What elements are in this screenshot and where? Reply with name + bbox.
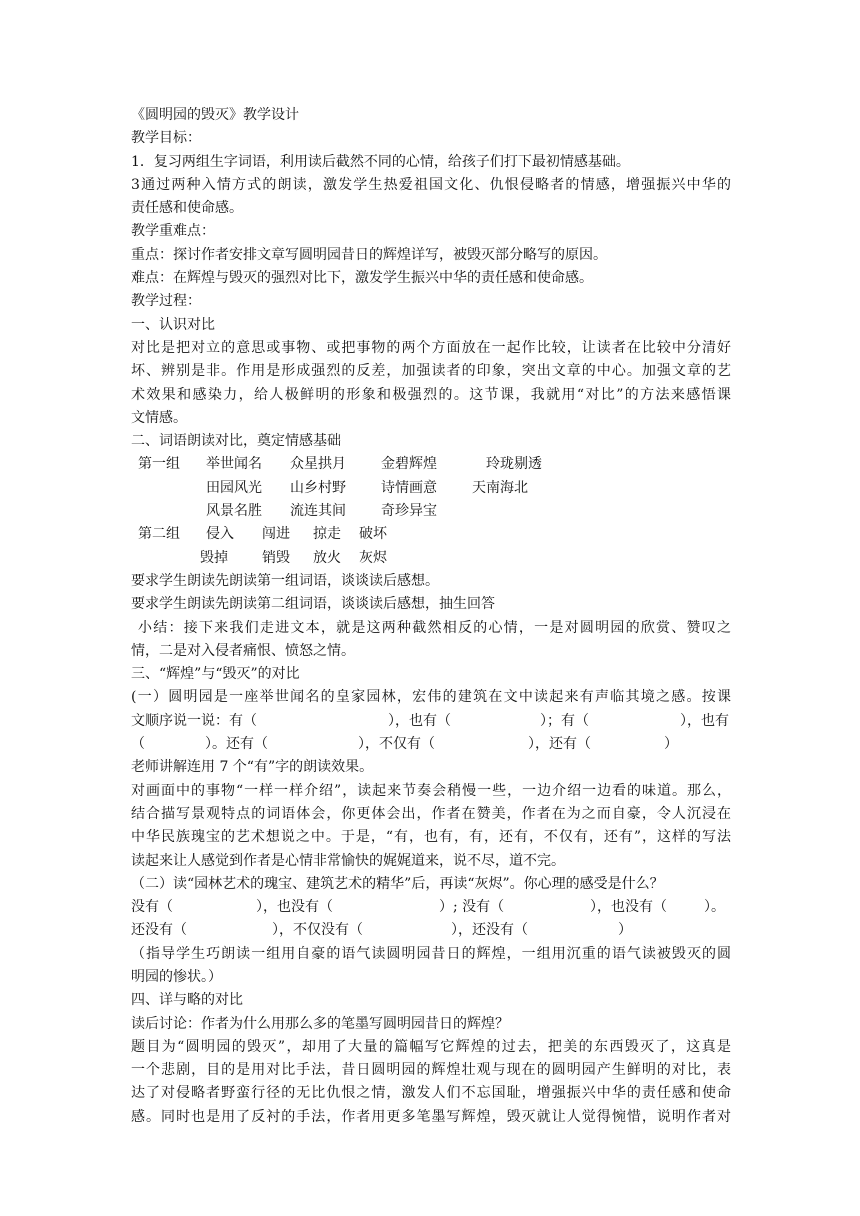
fill-blank-line-3 <box>131 896 731 919</box>
section-1-paragraph-line: 术效果和感染力，给人极鲜明的形象和极强烈的。这节课，我就用“对比”的方法来感悟课 <box>131 386 731 403</box>
section-3-paragraph-line: （指导学生巧朗读一组用自豪的语气读圆明园昔日的辉煌，一组用沉重的语气读被毁灭的圆 <box>131 945 731 962</box>
word-group-2-row-2 <box>131 547 731 570</box>
word: 风景名胜 <box>206 503 262 520</box>
word: 灰烬 <box>359 549 387 566</box>
word: 毁掉 <box>200 549 228 566</box>
blank-text: ） <box>618 922 632 939</box>
blank-text: 文顺序说一说：有（ <box>131 712 257 729</box>
blank-text: ）；有（ <box>540 712 589 729</box>
fill-blank-line-4 <box>131 919 731 942</box>
section-3-paragraph-line: 对画面中的事物“一样一样介绍”，读起来节奏会稍慢一些，一边介绍一边看的味道。那么， <box>131 782 731 799</box>
word: 奇珍异宝 <box>381 503 437 520</box>
word: 放火 <box>313 549 341 566</box>
blank-text: 还没有（ <box>131 922 187 939</box>
blank-text: ） <box>664 736 678 753</box>
word-group-2-row-1 <box>131 523 731 546</box>
section-4-heading: 四、详与略的对比 <box>131 992 243 1009</box>
blank-text: ）; 没有（ <box>439 899 505 916</box>
section-3-paragraph-line: 明园的惨状。） <box>131 968 222 985</box>
word-group-1-row-2 <box>131 477 731 500</box>
section-3-paragraph-line: （二）读“园林艺术的瑰宝、建筑艺术的精华”后，再读“灰烬”。你心理的感受是什么？ <box>131 875 664 892</box>
goals-heading: 教学目标： <box>131 130 201 147</box>
blank-text: 没有（ <box>131 899 173 916</box>
section-1-paragraph-line: 坏、辨别是非。作用是形成强烈的反差，加强读者的印象，突出文章的中心。加强文章的艺 <box>131 363 731 380</box>
word: 销毁 <box>262 549 290 566</box>
word: 侵入 <box>206 526 234 543</box>
section-3-paragraph-line: 中华民族瑰宝的艺术想说之中。于是，“有，也有，有，还有，不仅有，还有”，这样的写法 <box>131 829 731 846</box>
process-heading: 教学过程： <box>131 293 201 310</box>
section-4-paragraph-line: 感。同时也是用了反衬的手法，作者用更多笔墨写辉煌，毁灭就让人觉得惋惜，说明作者对 <box>131 1108 731 1125</box>
teacher-note: 老师讲解连用 7 个“有”字的朗读效果。 <box>131 759 374 776</box>
blank-text: ），还有（ <box>528 736 591 753</box>
fill-blank-line-1 <box>131 710 731 733</box>
word: 流连其间 <box>290 503 346 520</box>
word-group-1-row-1 <box>131 453 731 476</box>
group-1-label: 第一组 <box>138 456 180 473</box>
blank-text: ），不仅没有（ <box>272 922 363 939</box>
key-heading: 教学重难点： <box>131 223 215 240</box>
section-1-paragraph-line: 文情感。 <box>131 409 187 426</box>
word: 金碧辉煌 <box>381 456 437 473</box>
word: 众星拱月 <box>290 456 346 473</box>
document-title: 《圆明园的毁灭》教学设计 <box>131 107 299 123</box>
word: 破坏 <box>359 526 387 543</box>
word: 玲珑剔透 <box>486 456 542 473</box>
key-point: 重点：探讨作者安排文章写圆明园昔日的辉煌详写，被毁灭部分略写的原因。 <box>131 246 607 263</box>
fill-blank-line-2 <box>131 733 731 756</box>
blank-text: ）。 <box>704 899 725 916</box>
blank-text: ），不仅有（ <box>358 736 435 753</box>
word: 掠走 <box>313 526 341 543</box>
blank-text: ），也没有（ <box>256 899 333 916</box>
blank-text: ），也有 <box>680 712 729 729</box>
difficult-point: 难点：在辉煌与毁灭的强烈对比下，激发学生振兴中华的责任感和使命感。 <box>131 270 593 287</box>
section-1-heading: 一、认识对比 <box>131 316 215 333</box>
word: 闯进 <box>262 526 290 543</box>
goal-1: 1．复习两组生字词语，利用读后截然不同的心情，给孩子们打下最初情感基础。 <box>131 153 630 170</box>
requirement-2: 要求学生朗读先朗读第二组词语，谈谈读后感想，抽生回答 <box>131 596 495 613</box>
document-body <box>131 104 731 1129</box>
word: 诗情画意 <box>381 479 437 496</box>
summary-line-2: 情，二是对入侵者痛恨、愤怒之情。 <box>131 642 355 659</box>
blank-text: ），还没有（ <box>451 922 528 939</box>
section-4-paragraph-line: 达了对侵略者野蛮行径的无比仇恨之情，激发人们不忘国耻，增强振兴中华的责任感和使命 <box>131 1085 731 1102</box>
blank-text: ）。还有（ <box>205 736 268 753</box>
word: 举世闻名 <box>206 456 262 473</box>
summary-line-1: 小结：接下来我们走进文本，就是这两种截然相反的心情，一是对圆明园的欣赏、赞叹之 <box>138 619 731 636</box>
section-3-paragraph-line: (一）圆明园是一座举世闻名的皇家园林，宏伟的建筑在文中读起来有声临其境之感。按课 <box>131 689 731 706</box>
section-3-paragraph-line: 读起来让人感觉到作者是心情非常愉快的娓娓道来，说不尽，道不完。 <box>131 852 565 869</box>
word: 天南海北 <box>472 479 528 496</box>
blank-text: （ <box>131 736 145 753</box>
requirement-1: 要求学生朗读先朗读第一组词语，谈谈读后感想。 <box>131 572 439 589</box>
goal-3-line-1: 3通过两种入情方式的朗读，激发学生热爱祖国文化、仇恨侵略者的情感，增强振兴中华的 <box>131 176 731 193</box>
section-3-paragraph-line: 结合描写景观特点的词语体会，你更体会出，作者在赞美，作者在为之而自豪，令人沉浸在 <box>131 805 731 822</box>
discussion-question: 读后讨论：作者为什么用那么多的笔墨写圆明园昔日的辉煌？ <box>131 1015 509 1032</box>
word-group-1-row-3 <box>131 500 731 523</box>
blank-text: ），也没有（ <box>590 899 667 916</box>
section-4-paragraph-line: 一个悲剧，目的是用对比手法，昔日圆明园的辉煌壮观与现在的圆明园产生鲜明的对比，表 <box>131 1062 731 1079</box>
goal-3-line-2: 责任感和使命感。 <box>131 200 243 217</box>
word: 田园风光 <box>206 479 262 496</box>
section-4-paragraph-line: 题目为“圆明园的毁灭”，却用了大量的篇幅写它辉煌的过去，把美的东西毁灭了，这真是 <box>131 1038 731 1055</box>
blank-text: ），也有（ <box>388 712 451 729</box>
word: 山乡村野 <box>290 479 346 496</box>
section-3-heading: 三、“辉煌”与“毁灭”的对比 <box>131 666 300 683</box>
group-2-label: 第二组 <box>138 526 180 543</box>
section-1-paragraph-line: 对比是把对立的意思或事物、或把事物的两个方面放在一起作比较，让读者在比较中分清好 <box>131 339 731 356</box>
section-2-heading: 二、词语朗读对比，奠定情感基础 <box>131 433 341 450</box>
